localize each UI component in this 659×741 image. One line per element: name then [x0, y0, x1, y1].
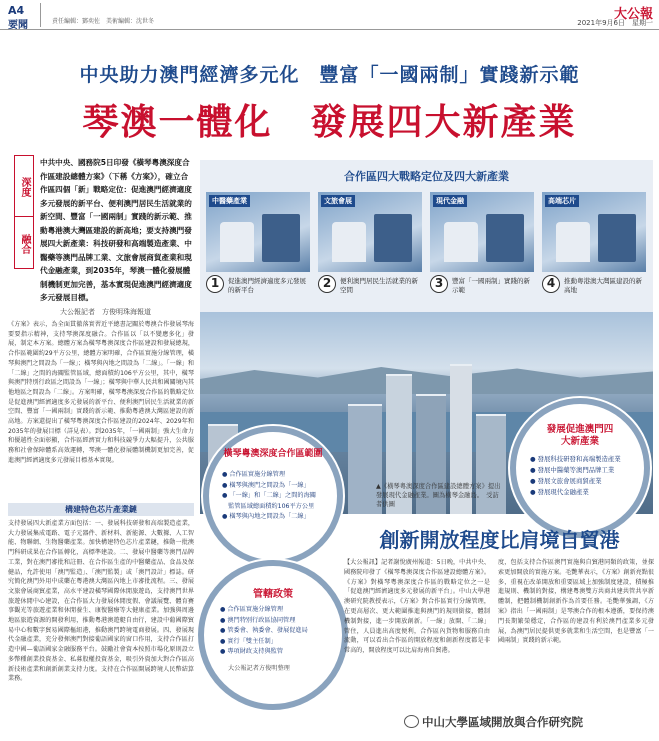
tile-label: 文旅會展 [321, 195, 355, 207]
caption-text: 豐富「一國兩制」實踐的新示範 [452, 277, 530, 294]
caption-number: 3 [430, 275, 448, 293]
badge-scope-list [222, 470, 316, 523]
page-header [0, 0, 659, 30]
article2-headline: 創新開放程度比肩境自貿港 [379, 528, 620, 552]
list-item: ● 橫琴與內地之間設為「二線」 [222, 513, 310, 520]
list-item: ● 發展科技研發和高端製造產業 [530, 455, 621, 463]
section-subtitle: 構建特色芯片產業鏈 [8, 503, 194, 516]
tile-label: 高端芯片 [545, 195, 579, 207]
list-item: ● 實行「雙主任制」 [220, 637, 277, 645]
masthead-logo: 大公報 [613, 7, 653, 22]
badge-scope-title: 橫琴粵澳深度合作區範圍 [223, 449, 323, 459]
main-headline: 琴澳一體化 發展四大新產業 [82, 101, 577, 143]
tile-figure [444, 222, 478, 262]
badge-governance-title: 管轄政策 [253, 589, 293, 600]
caption-text: 促進澳門經濟適度多元發展的新平台 [228, 277, 306, 294]
tile-photo-1 [206, 192, 310, 272]
badge-governance-list [220, 605, 308, 658]
lead-paragraph: 中共中央、國務院5日印發《橫琴粵澳深度合作區建設總體方案》（下稱《方案》），確立合作區四個「新」戰略定位：促進澳門經濟適度多元發展的新平台、便利澳門居民生活就業的新空間、豐富「一國兩制」實踐的新示範、推動粵港澳大灣區建設的新高地；要支持澳門發展四大新產業：科技研發和高端製造產業、中醫藥等澳門品牌工業、文旅會展商貿產業和現代金融產業，到2035年，琴澳一體化發展體制機制更加完善，基本實現促進澳門經濟適度多元發展目標。 [40, 158, 192, 302]
list-item: ● 發展中醫藥等澳門品牌工業 [530, 466, 615, 474]
body-text-1: 《方案》表示，為全面貫徹落實習近平總書記關於粵澳合作發展琴海要要指示精神，支持琴澳深度融合。合作區以「以不變應多化」發展，制定本方案。總體方案為橫琴粵澳深度合作區建設和發展總規，合作區範圍約29平方公里，總體方案明確，合作區實施分線管理，橫琴與澳門之間設為「一線」；橫琴與內地之間設為「二線」。「一線」和「二線」之間的海關監管區域，總面積約106平方公里，其中，橫琴與澳門特別行政區之間設為「一線」；橫琴與中華人民共和國關境內其他地區之間設為「二線」。方案明確，橫琴粵澳深度合作區的戰略定位是促進澳門經濟適度多元發展的新平台、便利澳門居民生活就業的新空間、豐富「一國兩制」實踐的新示範、推動粵港澳大灣區建設的新高地。方案還提出了橫琴粵澳深度合作區建設的2024年、2029年和2035年的發展目標（詳見表）。到2035年，「一國兩制」強大生命力和優越性全面彰顯，合作區經濟實力和科技競爭力大幅提升，公共服務和社會保障體系高效運轉，琴澳一體化發展體制機制更加完善，促進澳門經濟適度多元發展目標基本實現。 [8, 321, 194, 464]
tile-photo-3 [430, 192, 534, 272]
tile-label: 現代金融 [433, 195, 467, 207]
subheadline: 中央助力澳門經濟多元化 豐富「一國兩制」實踐新示範 [79, 64, 580, 86]
badge-governance-credit: 大公報記者方俊明整理 [228, 665, 290, 672]
wechat-icon [404, 715, 419, 728]
tile-figure [262, 214, 300, 262]
photo-caption: ▲《橫琴粵澳深度合作區建設總體方案》提出發展現代金融產業。圖為橫琴金融島。 受訪者供圖 [376, 483, 501, 508]
editors-credit: 責任編輯：鄧奕佐 美術編輯：沈世冬 [52, 18, 155, 25]
caption-number: 4 [542, 275, 560, 293]
caption-text: 推動粵港澳大灣區建設的新高地 [564, 277, 642, 294]
list-item: ● 合作區實施分線管理 [220, 606, 284, 613]
badge-industries-title: 發展促進澳門四大新產業 [546, 424, 614, 447]
caption-number: 2 [318, 275, 336, 293]
tile-figure [332, 222, 366, 262]
infographic-title: 合作區四大戰略定位及四大新產業 [344, 170, 509, 183]
tile-photo-4 [542, 192, 646, 272]
list-item: ● 發展現代金融產業 [530, 488, 589, 496]
watermark: 中山大學區域開放與合作研究院 [422, 715, 583, 729]
caption-text: 便利澳門居民生活就業的新空間 [340, 277, 418, 294]
tag-fusion: 融合 [14, 217, 34, 269]
tile-figure [220, 222, 254, 262]
list-item: ● 澳門特別行政區協同管理 [220, 616, 296, 624]
article2-column-1: 【大公報訊】記者謝悅廣州報道：5日晚，中共中央、國務院印發了《橫琴粵澳深度合作區建設總體方案》。《方案》對橫琴粵澳深度合作區的戰略定位之一是「促進澳門經濟適度多元發展的新平台」。中山大學港澳研究院教授表示，《方案》對合作區實行分線管理，在更高層次、更大範圍推進與澳門的規則銜接，體制機制對接，進一步開放創新。「一線」放開、「二線」管住，人員進出高度便利，合作區內貨物和服務自由流動，可以看出合作區的開放程度和創新程度都是非常高的，開放程度可以比肩海南自貿港。 [344, 559, 490, 655]
list-item: ● 「一線」和「二線」之間的海關 [222, 492, 316, 499]
list-item: ● 橫琴與澳門之間設為「一線」 [222, 481, 310, 489]
tile-caption-1 [206, 275, 314, 301]
photo-mountains [200, 364, 653, 394]
tile-figure [556, 222, 590, 262]
tile-caption-4 [542, 275, 650, 301]
page-number: A4 [8, 4, 25, 17]
list-item: ● 管委會、執委會、發展促進局 [220, 627, 308, 634]
issue-date: 2021年9月6日 星期一 [577, 19, 653, 27]
tile-photo-2 [318, 192, 422, 272]
badge-industries-list [530, 454, 621, 498]
tile-figure [598, 214, 636, 262]
list-item: ● 專項財政支持與監管 [220, 648, 284, 655]
tile-figure [486, 214, 524, 262]
tile-figure [374, 214, 412, 262]
list-item: 監管區域總面積約106平方公里 [222, 502, 315, 510]
tile-label: 中醫藥產業 [209, 195, 250, 207]
section-name: 要聞 [8, 20, 28, 31]
body-text-2: 支持發展四大新產業方面包括：一、發展科技研發和高端製造產業，大力發展集成電路、電子元器件、新材料、新能源、大數據、人工智能、物聯網、生物醫藥產業。加快構建特色芯片產業鏈，推動一批澳門科研成果在合作區轉化，高標準建設。二、發展中醫藥等澳門品牌工業，對在澳門審批和註冊、在合作區生產的中醫藥產品、食品及保健品，允許使用「澳門監造」、「澳門監製」或「澳門設計」標誌。研究簡化澳門外用中成藥在粵港澳大灣區內地上市審批流程。三、發展文旅會展商貿產業，高水平建設橫琴國際休閒旅遊島，支持澳門世界旅遊休閒中心建設，在合作區大力發展休閒度假、會議展覽、體育賽事觀光等旅遊產業和休閒養生、康復醫療等大健康產業。加強與周邊地區旅遊資源的開發利用，推動粵港澳遊艇自由行，建設中葡國際貿易中心和數字貿易國際樞紐港，推動澳門跨境電商發展。四、發展現代金融產業，充分發揮澳門對接葡語國家的窗口作用，支持合作區打造中國—葡語國家金融服務平台。鼓勵社會資本按照市場化原則設立多幣種創業投資基金、私募股權投資基金，吸引外資加大對合作區高新技術產業和創新創業支持力度。支持在合作區開展跨境人民幣結算業務。 [8, 520, 194, 683]
tile-caption-2 [318, 275, 426, 301]
list-item: ● 合作區實施分線管理 [222, 471, 286, 478]
tile-caption-3 [430, 275, 538, 301]
byline: 大公報記者 方俊明珠海報道 [60, 308, 151, 316]
list-item: ● 發展文旅會展商貿產業 [530, 477, 602, 485]
article2-column-2: 度，包括支持合作區澳門實施與自貿港同類的政策，並探索更加開放的實施方案。毛艷華表示，《方案》創新亮點很多，重視在改革開放和重要區域上加強制度建設，積極推進規則、機制的對接，構建粵澳雙方共商共建共管共享新體制，把體制機制創新作為首要任務。毛艷華強調，《方案》指出「一國兩制」是琴澳合作的根本遵循，要保持澳門長期繁榮穩定，合作區的建設有利於澳門產業多元發展，為澳門居民提供更多就業和生活空間，也是豐富「一國兩制」實踐的新示範。 [498, 559, 654, 645]
tag-depth: 深度 [14, 155, 34, 217]
caption-number: 1 [206, 275, 224, 293]
header-divider [40, 3, 41, 27]
